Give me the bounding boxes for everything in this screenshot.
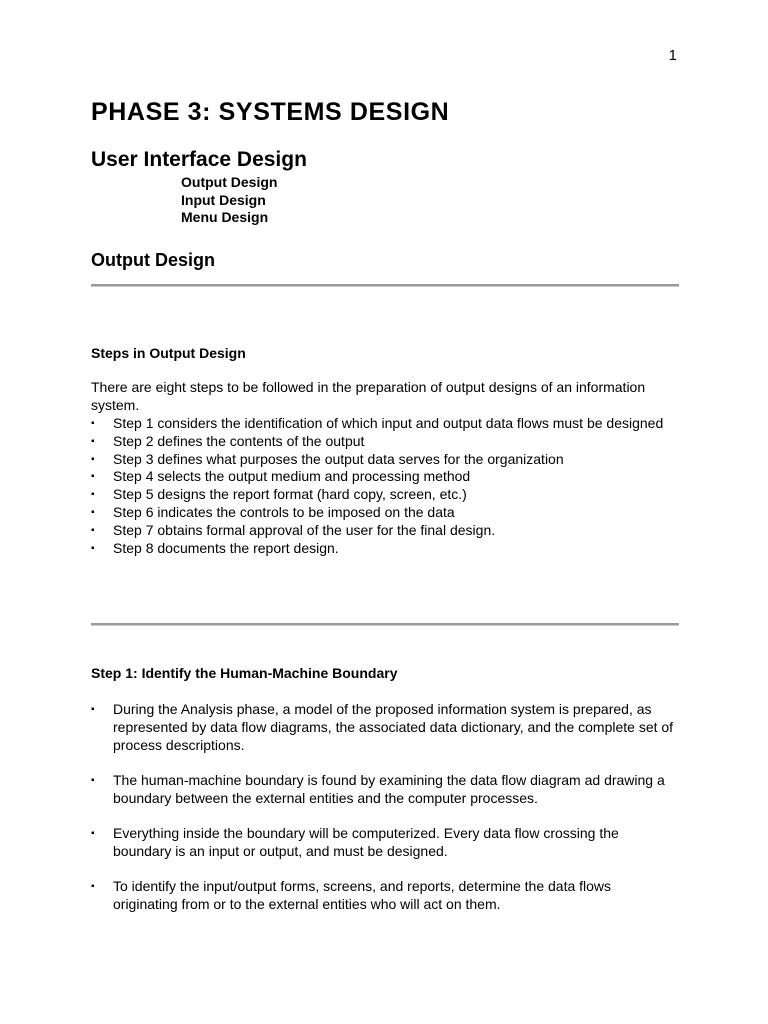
bullet-icon: ▪ — [91, 524, 95, 536]
step1-heading: Step 1: Identify the Human-Machine Boundary — [91, 665, 398, 681]
subitem-input-design: Input Design — [181, 191, 266, 208]
list-item — [91, 451, 679, 469]
list-item — [91, 415, 679, 433]
subitem-menu-design: Menu Design — [181, 209, 269, 225]
bullet-icon: ▪ — [91, 435, 95, 447]
bullet-icon: ▪ — [91, 542, 95, 554]
list-item — [91, 522, 679, 540]
steps-intro-paragraph: There are eight steps to be followed in the preparation of output designs of an information system. — [91, 379, 646, 413]
list-item — [91, 486, 679, 504]
steps-heading: Steps in Output Design — [91, 345, 246, 361]
list-item-text: Step 8 documents the report design. — [113, 539, 339, 556]
page-number: 1 — [668, 47, 677, 64]
bullet-icon: ▪ — [91, 881, 95, 893]
list-item — [91, 825, 679, 861]
bullet-icon: ▪ — [91, 827, 95, 839]
bullet-icon: ▪ — [91, 704, 95, 715]
phase-title: PHASE 3: SYSTEMS DESIGN — [91, 98, 450, 126]
human-machine-boundary-list — [91, 701, 679, 931]
bullet-icon: ▪ — [91, 418, 95, 429]
list-item — [91, 701, 679, 754]
list-item — [91, 772, 679, 808]
list-item — [91, 433, 679, 451]
user-interface-design-title: User Interface Design — [91, 148, 307, 171]
bullet-icon: ▪ — [91, 506, 95, 518]
list-item-text: To identify the input/output forms, screens, and reports, determine the data flows originating from or to the external entities who will act on them. — [113, 878, 612, 912]
list-item-text: Step 1 considers the identification of which input and output data flows must be designed — [113, 415, 664, 431]
steps-list — [91, 415, 679, 557]
section-divider — [91, 623, 679, 626]
user-interface-design-subitems — [181, 174, 277, 227]
list-item — [91, 468, 679, 486]
list-item-text: Everything inside the boundary will be computerized. Every data flow crossing the boundary is an input or output, and must be designed. — [113, 824, 619, 859]
output-design-title: Output Design — [91, 250, 215, 270]
subitem-output-design: Output Design — [181, 174, 278, 190]
bullet-icon: ▪ — [91, 471, 95, 483]
list-item-text: Step 5 designs the report format (hard copy, screen, etc.) — [113, 486, 467, 503]
section-divider — [91, 284, 679, 287]
list-item — [91, 540, 679, 558]
list-item-text: Step 4 selects the output medium and processing method — [113, 468, 471, 485]
list-item-text: The human-machine boundary is found by examining the data flow diagram ad drawing a boundary between the external entities and the computer processes. — [113, 771, 665, 806]
list-item — [91, 504, 679, 522]
list-item-text: During the Analysis phase, a model of the proposed information system is prepared, as represented by data flow diagrams, the associated data dictionary, and the complete set of process descriptions. — [113, 701, 674, 753]
list-item-text: Step 3 defines what purposes the output data serves for the organization — [113, 450, 564, 467]
bullet-icon: ▪ — [91, 453, 95, 465]
bullet-icon: ▪ — [91, 774, 95, 786]
list-item — [91, 878, 679, 914]
list-item-text: Step 7 obtains formal approval of the user for the final design. — [113, 521, 496, 538]
list-item-text: Step 2 defines the contents of the output — [113, 432, 365, 449]
bullet-icon: ▪ — [91, 489, 95, 501]
list-item-text: Step 6 indicates the controls to be imposed on the data — [113, 503, 455, 520]
